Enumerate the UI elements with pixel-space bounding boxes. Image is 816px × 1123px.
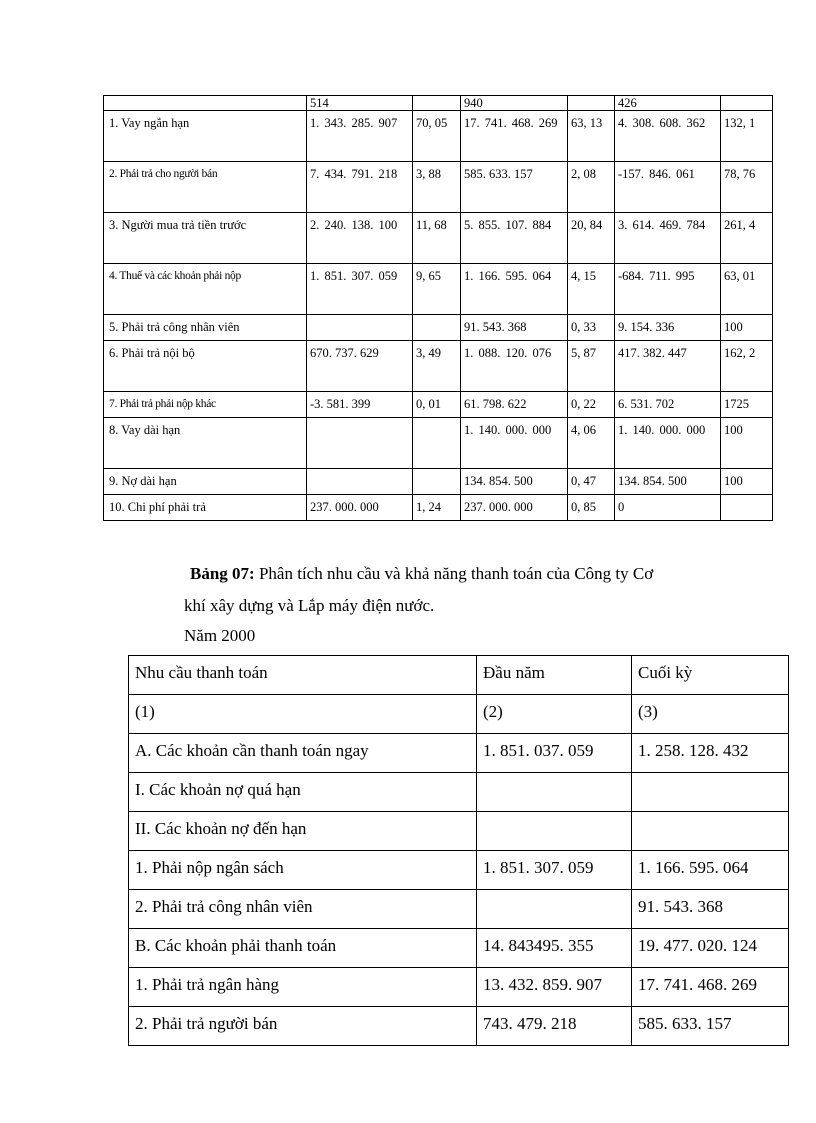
header-cell: 940 [461, 96, 568, 111]
value-cell [721, 392, 773, 418]
value-cell [615, 213, 721, 264]
table-subheader-row [129, 695, 789, 734]
value-cell [721, 418, 773, 469]
cell-text: 3. Người mua trả tiền trước [109, 218, 247, 232]
cell-text: 132, 1 [724, 116, 756, 130]
value-cell [307, 341, 413, 392]
value-cell [568, 213, 615, 264]
header-cell: 514 [307, 96, 413, 111]
table-row [104, 111, 773, 162]
cell-text: 6. 531. 702 [618, 397, 675, 411]
cell-text: 0, 47 [571, 474, 596, 488]
row-label-cell: 1. Phải trả ngân hàng [129, 968, 477, 1007]
value-cell [568, 162, 615, 213]
value-cell [568, 469, 615, 495]
row-label-cell [104, 392, 307, 418]
cell-text: 3, 49 [416, 346, 441, 360]
value-cell [461, 495, 568, 521]
cell-text: 9, 65 [416, 269, 441, 283]
cell-text: 20, 84 [571, 218, 603, 232]
row-label-cell: I. Các khoản nợ quá hạn [129, 773, 477, 812]
value-cell [615, 111, 721, 162]
value-cell [413, 418, 461, 469]
cell-text: 5. Phải trả công nhân viên [109, 320, 240, 334]
row-label-cell [104, 111, 307, 162]
cell-text: 4, 15 [571, 269, 596, 283]
value-cell [568, 315, 615, 341]
value-cell [721, 213, 773, 264]
value-cell [721, 315, 773, 341]
cell-text: 1. 140. 000. 000 [618, 423, 706, 437]
value-cell [461, 469, 568, 495]
cell-text: 91. 543. 368 [464, 320, 527, 334]
cell-text: 7. Phải trả phải nộp khác [109, 398, 216, 410]
subheader-cell: (1) [129, 695, 477, 734]
subheader-cell: (2) [477, 695, 632, 734]
cell-text: 237. 000. 000 [310, 500, 379, 514]
cell-text: 63, 13 [571, 116, 603, 130]
cell-text: 3, 88 [416, 167, 441, 181]
table-row [129, 929, 789, 968]
value-cell [307, 111, 413, 162]
cell-text: 61. 798. 622 [464, 397, 527, 411]
cell-text: 237. 000. 000 [464, 500, 533, 514]
cell-text: 1. 088. 120. 076 [464, 346, 552, 360]
row-label-cell [104, 495, 307, 521]
cell-text: 5. 855. 107. 884 [464, 218, 552, 232]
table-row [129, 851, 789, 890]
row-label-cell: B. Các khoản phải thanh toán [129, 929, 477, 968]
value-cell [721, 469, 773, 495]
cell-text: 0, 22 [571, 397, 596, 411]
cell-text: 2. 240. 138. 100 [310, 218, 398, 232]
value-cell [615, 392, 721, 418]
row-label-cell: 2. Phải trả công nhân viên [129, 890, 477, 929]
value-cell [461, 315, 568, 341]
value-cell [615, 495, 721, 521]
cell-text: 585. 633. 157 [464, 167, 533, 181]
value-cell [461, 162, 568, 213]
table-caption [190, 558, 653, 590]
cell-text: 417. 382. 447 [618, 346, 687, 360]
value-cell [413, 111, 461, 162]
value-cell [632, 812, 789, 851]
value-cell [307, 418, 413, 469]
value-cell [307, 264, 413, 315]
value-cell [721, 264, 773, 315]
row-label-cell: 2. Phải trả người bán [129, 1007, 477, 1046]
cell-text: 6. Phải trả nội bộ [109, 346, 195, 360]
table-header-row [129, 656, 789, 695]
cell-text: 70, 05 [416, 116, 448, 130]
payment-needs-table [128, 655, 789, 1046]
value-cell: 19. 477. 020. 124 [632, 929, 789, 968]
cell-text: 9. 154. 336 [618, 320, 675, 334]
value-cell [615, 469, 721, 495]
liabilities-table [103, 95, 773, 521]
cell-text: 0, 33 [571, 320, 596, 334]
cell-text: 100 [724, 474, 743, 488]
value-cell: 17. 741. 468. 269 [632, 968, 789, 1007]
value-cell [615, 162, 721, 213]
value-cell [615, 315, 721, 341]
value-cell [461, 264, 568, 315]
header-cell [721, 96, 773, 111]
cell-text: 63, 01 [724, 269, 756, 283]
cell-text: 11, 68 [416, 218, 447, 232]
value-cell [568, 392, 615, 418]
value-cell [568, 418, 615, 469]
table-row [104, 418, 773, 469]
row-label-cell [104, 315, 307, 341]
row-label-cell: II. Các khoản nợ đến hạn [129, 812, 477, 851]
cell-text: 670. 737. 629 [310, 346, 379, 360]
table-header-row [104, 96, 773, 111]
value-cell [413, 392, 461, 418]
header-cell: Nhu cầu thanh toán [129, 656, 477, 695]
value-cell [413, 469, 461, 495]
cell-text: 4, 06 [571, 423, 596, 437]
value-cell [461, 213, 568, 264]
header-cell [568, 96, 615, 111]
caption-line-2: khí xây dựng và Lắp máy điện nước. [184, 596, 435, 615]
table-row [129, 773, 789, 812]
value-cell [307, 392, 413, 418]
table-row [104, 315, 773, 341]
cell-text: 134. 854. 500 [618, 474, 687, 488]
cell-text: 0, 85 [571, 500, 596, 514]
row-label-cell [104, 264, 307, 315]
caption-label: Bảng 07: [190, 564, 255, 583]
cell-text: 1. 851. 307. 059 [310, 269, 398, 283]
value-cell: 585. 633. 157 [632, 1007, 789, 1046]
value-cell: 743. 479. 218 [477, 1007, 632, 1046]
table-row [104, 469, 773, 495]
cell-text: 1. Vay ngắn hạn [109, 116, 190, 130]
cell-text: 10. Chi phí phải trả [109, 500, 206, 514]
table-row [104, 341, 773, 392]
value-cell [615, 264, 721, 315]
row-label-cell: 1. Phải nộp ngân sách [129, 851, 477, 890]
cell-text: 1. 343. 285. 907 [310, 116, 398, 130]
cell-text: 7. 434. 791. 218 [310, 167, 398, 181]
value-cell [461, 418, 568, 469]
cell-text: 0, 01 [416, 397, 441, 411]
payment-needs-table-body [129, 734, 789, 1046]
table-row [129, 968, 789, 1007]
header-cell [104, 96, 307, 111]
table-row [129, 812, 789, 851]
cell-text: 5, 87 [571, 346, 596, 360]
cell-text: 8. Vay dài hạn [109, 423, 181, 437]
cell-text: 17. 741. 468. 269 [464, 116, 558, 130]
table-row [104, 264, 773, 315]
value-cell: 13. 432. 859. 907 [477, 968, 632, 1007]
cell-text: 4. Thuế và các khoản phải nộp [109, 270, 241, 282]
value-cell [461, 111, 568, 162]
cell-text: -3. 581. 399 [310, 397, 371, 411]
value-cell [413, 162, 461, 213]
row-label-cell [104, 469, 307, 495]
value-cell [721, 341, 773, 392]
value-cell [721, 162, 773, 213]
row-label-cell: A. Các khoản cần thanh toán ngay [129, 734, 477, 773]
header-cell: Cuối kỳ [632, 656, 789, 695]
value-cell [413, 315, 461, 341]
value-cell: 91. 543. 368 [632, 890, 789, 929]
cell-text: 1, 24 [416, 500, 441, 514]
row-label-cell [104, 418, 307, 469]
value-cell [413, 341, 461, 392]
value-cell [461, 341, 568, 392]
cell-text: -157. 846. 061 [618, 167, 695, 181]
liabilities-table-body [104, 111, 773, 521]
value-cell [413, 213, 461, 264]
value-cell [568, 111, 615, 162]
value-cell [413, 264, 461, 315]
cell-text: 1. 140. 000. 000 [464, 423, 552, 437]
cell-text: -684. 711. 995 [618, 269, 695, 283]
header-cell [413, 96, 461, 111]
cell-text: 1725 [724, 397, 749, 411]
value-cell [477, 812, 632, 851]
value-cell [413, 495, 461, 521]
value-cell [568, 341, 615, 392]
table-row [104, 213, 773, 264]
subheader-cell: (3) [632, 695, 789, 734]
table-row [104, 162, 773, 213]
row-label-cell [104, 213, 307, 264]
caption-year: Năm 2000 [184, 626, 256, 645]
value-cell [721, 111, 773, 162]
cell-text: 261, 4 [724, 218, 756, 232]
cell-text: 100 [724, 320, 743, 334]
value-cell [307, 162, 413, 213]
value-cell [568, 264, 615, 315]
value-cell [615, 341, 721, 392]
header-cell: Đầu năm [477, 656, 632, 695]
cell-text: 134. 854. 500 [464, 474, 533, 488]
table-row [129, 1007, 789, 1046]
value-cell: 1. 258. 128. 432 [632, 734, 789, 773]
header-cell: 426 [615, 96, 721, 111]
table-row [129, 734, 789, 773]
value-cell [632, 773, 789, 812]
value-cell: 1. 851. 307. 059 [477, 851, 632, 890]
cell-text: 3. 614. 469. 784 [618, 218, 706, 232]
value-cell [307, 315, 413, 341]
value-cell [307, 469, 413, 495]
table-row [104, 495, 773, 521]
cell-text: 2, 08 [571, 167, 596, 181]
value-cell: 1. 851. 037. 059 [477, 734, 632, 773]
cell-text: 9. Nợ dài hạn [109, 474, 177, 488]
caption-text: Phân tích nhu cầu và khả năng thanh toán của Công ty Cơ [254, 564, 654, 583]
cell-text: 162, 2 [724, 346, 756, 360]
value-cell [477, 773, 632, 812]
cell-text: 1. 166. 595. 064 [464, 269, 552, 283]
cell-text: 2. Phải trả cho người bán [109, 168, 218, 180]
value-cell: 1. 166. 595. 064 [632, 851, 789, 890]
value-cell [721, 495, 773, 521]
table-row [129, 890, 789, 929]
cell-text: 100 [724, 423, 743, 437]
cell-text: 78, 76 [724, 167, 756, 181]
value-cell: 14. 843495. 355 [477, 929, 632, 968]
row-label-cell [104, 162, 307, 213]
value-cell [307, 213, 413, 264]
cell-text: 0 [618, 500, 625, 514]
row-label-cell [104, 341, 307, 392]
table-row [104, 392, 773, 418]
cell-text: 4. 308. 608. 362 [618, 116, 706, 130]
value-cell [461, 392, 568, 418]
value-cell [615, 418, 721, 469]
value-cell [568, 495, 615, 521]
value-cell [307, 495, 413, 521]
value-cell [477, 890, 632, 929]
